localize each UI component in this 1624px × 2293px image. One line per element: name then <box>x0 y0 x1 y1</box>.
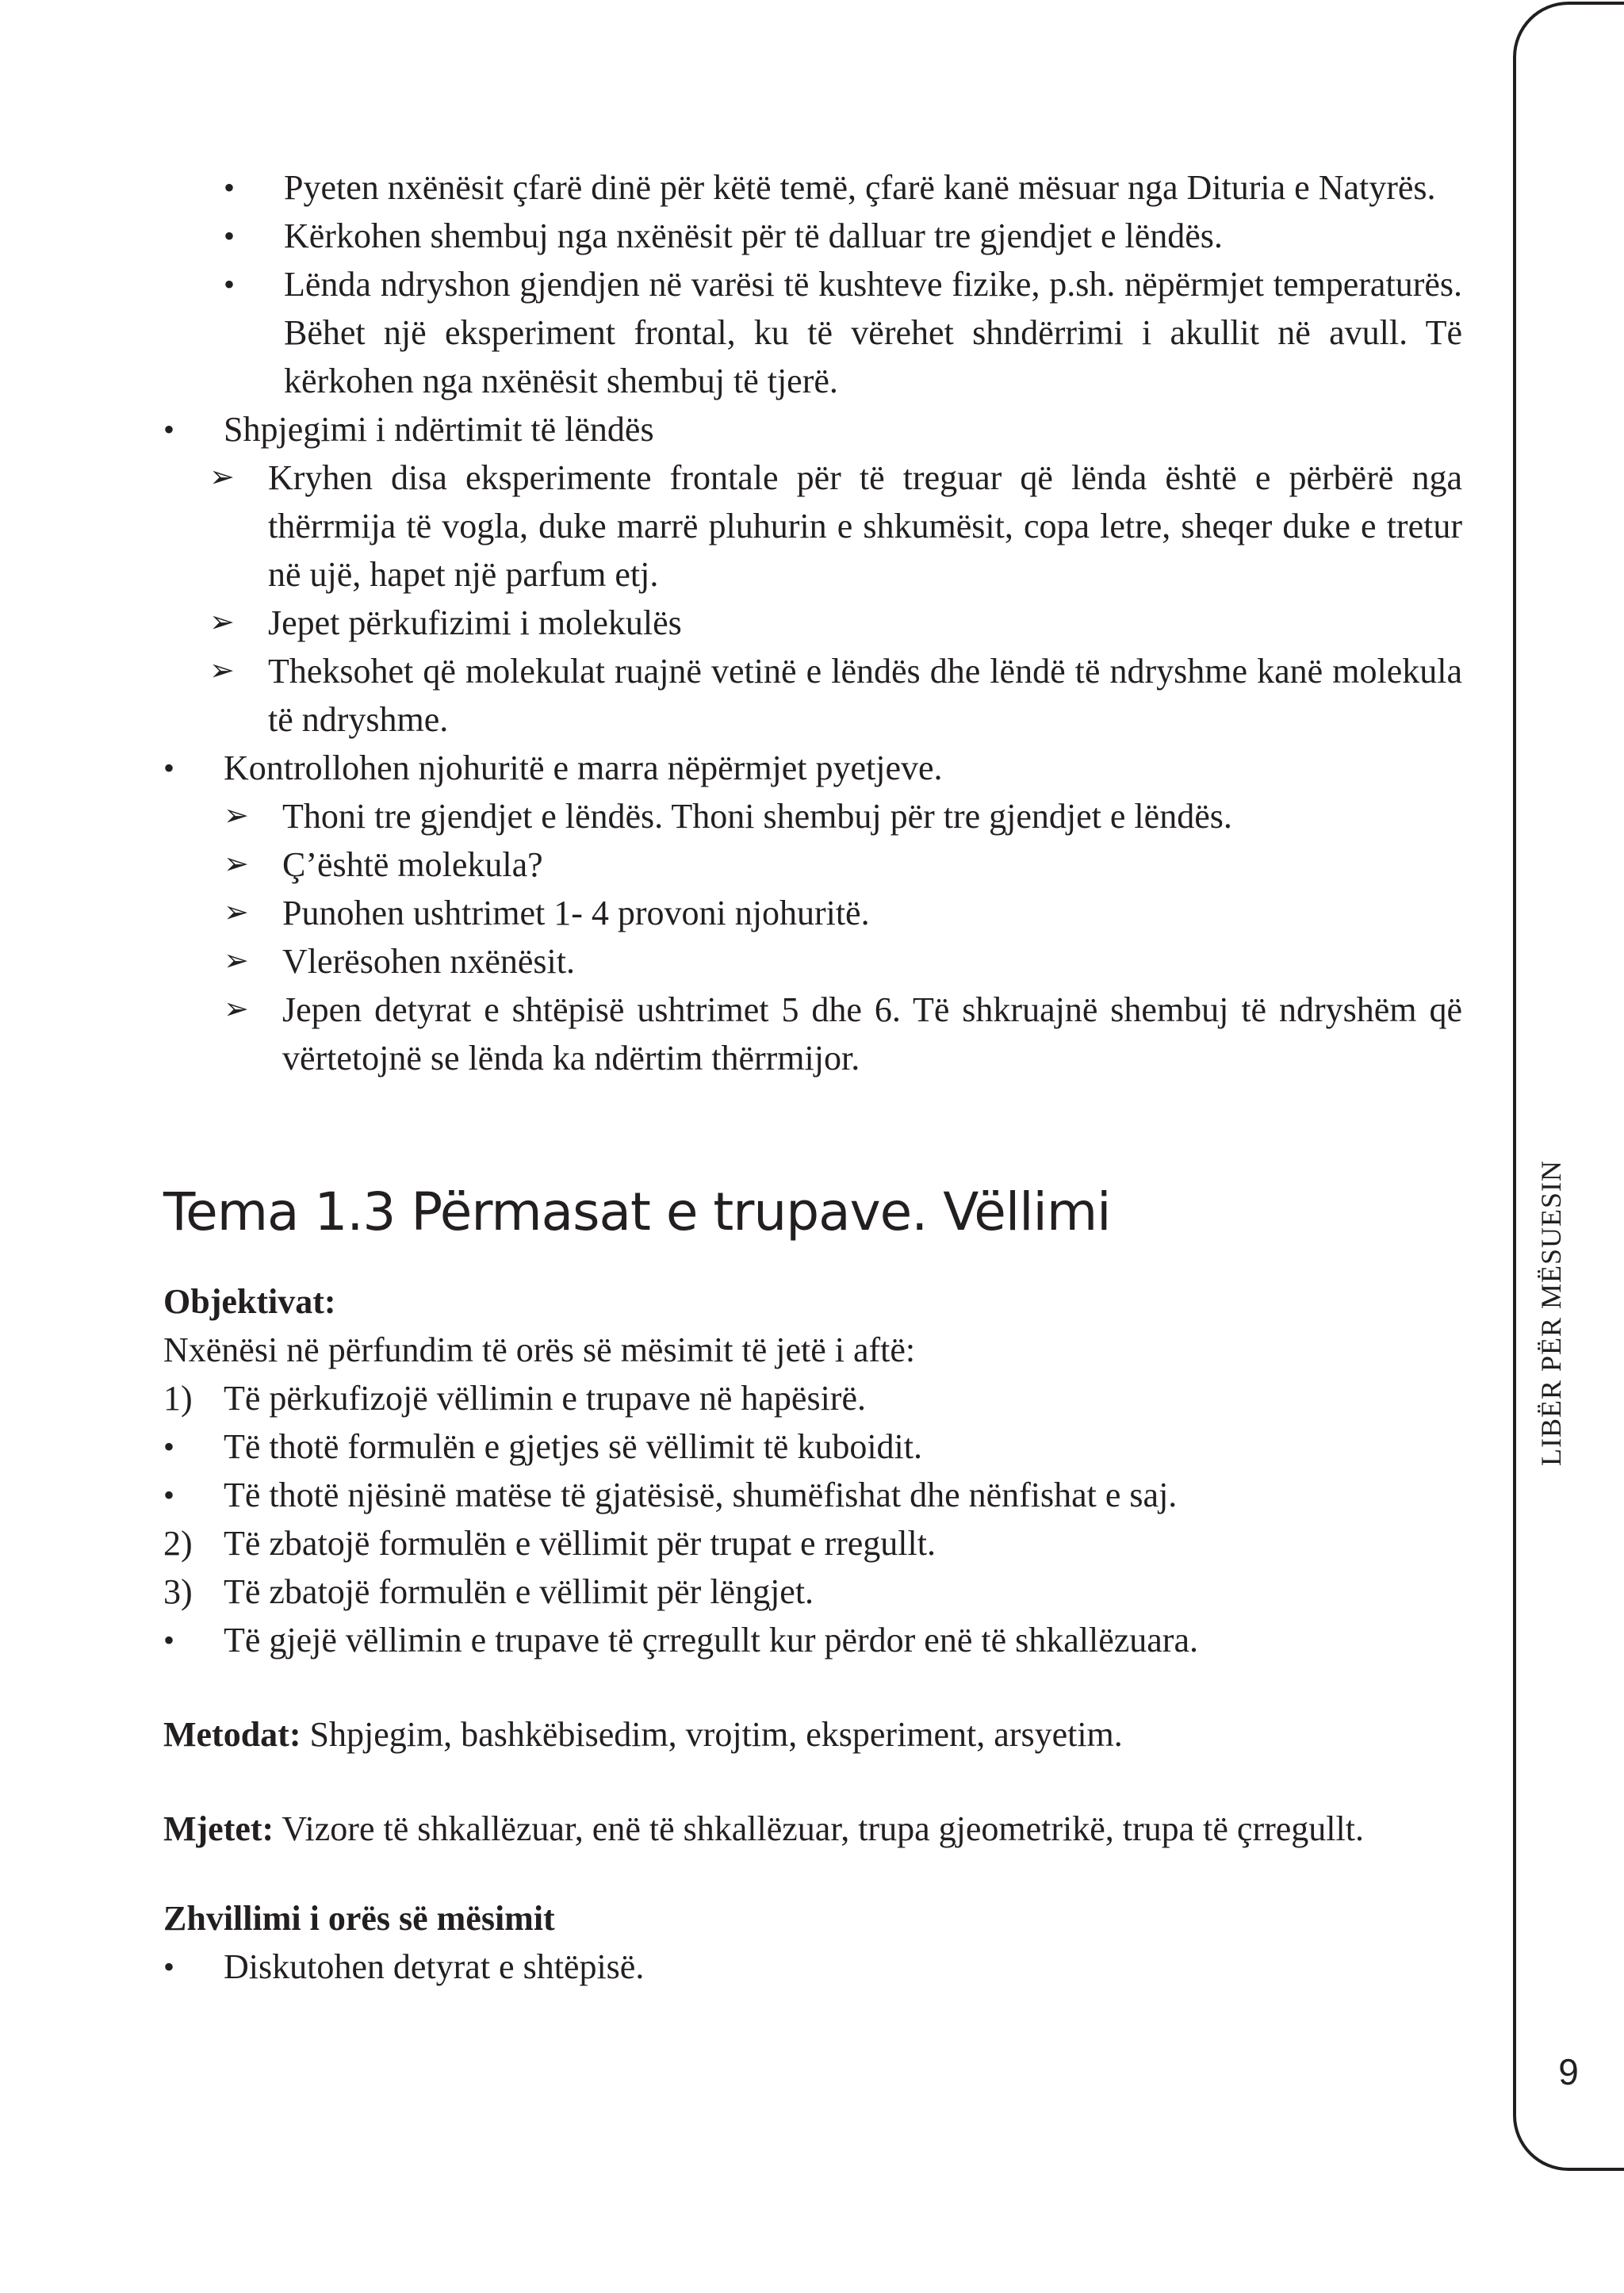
list-marker: ➢ <box>224 993 249 1026</box>
tools-line <box>163 1805 1462 1853</box>
list-item <box>163 405 1462 454</box>
methods-text: Shpjegim, bashkëbisedim, vrojtim, eksperiment, arsyetim. <box>301 1715 1123 1754</box>
list-item-text: Punohen ushtrimet 1- 4 provoni njohuritë. <box>282 894 870 932</box>
list-marker: • <box>224 218 236 254</box>
methods-label: Metodat: <box>163 1715 301 1754</box>
objectives-intro: Nxënësi në përfundim të orës së mësimit të jetë i aftë: <box>163 1330 916 1369</box>
list-item <box>163 212 1462 260</box>
list-item <box>163 744 1462 792</box>
methods-line <box>163 1710 1462 1759</box>
page-number: 9 <box>1558 2051 1579 2092</box>
list-marker: • <box>163 1622 175 1658</box>
list-item-text: Pyeten nxënësit çfarë dinë për këtë temë, çfarë kanë mësuar nga Dituria e Natyrës. <box>284 168 1436 207</box>
objective-item <box>163 1471 1462 1519</box>
objective-item <box>163 1374 1462 1422</box>
list-item-text: Lënda ndryshon gjendjen në varësi të kushteve fizike, p.sh. nëpërmjet temperaturës. Bëhet një eksperiment frontal, ku të vërehet shndërrimi i akullit në avull. Të kërkohen nga nxënësit shembuj të tjerë. <box>284 265 1462 400</box>
list-marker: 1) <box>163 1379 193 1418</box>
list-item-text: Kryhen disa eksperimente frontale për të treguar që lënda është e përbërë nga thërrmija të vogla, duke marrë pluhurin e shkumësit, copa letre, sheqer duke e tretur në ujë, hapet një parfum etj. <box>268 458 1462 594</box>
topic-title: Tema 1.3 Përmasat e trupave. Vëllimi <box>163 1181 1111 1242</box>
list-item-text: Ç’është molekula? <box>282 845 543 884</box>
list-marker: ➢ <box>224 896 249 929</box>
list-item-text: Jepen detyrat e shtëpisë ushtrimet 5 dhe 6. Të shkruajnë shembuj të ndryshëm që vërtetojnë se lënda ka ndërtim thërrmijor. <box>282 990 1462 1078</box>
list-item-text: Kërkohen shembuj nga nxënësit për të dalluar tre gjendjet e lëndës. <box>284 216 1223 255</box>
list-marker: 3) <box>163 1572 193 1611</box>
list-marker: ➢ <box>209 461 235 494</box>
list-marker: • <box>224 266 236 302</box>
list-item-text: Jepet përkufizimi i molekulës <box>268 603 682 642</box>
list-item-text: Shpjegimi i ndërtimit të lëndës <box>224 410 654 449</box>
list-marker: • <box>163 1477 175 1513</box>
page-content <box>163 163 1462 1991</box>
list-marker: ➢ <box>224 944 249 978</box>
objective-item <box>163 1568 1462 1616</box>
objective-item <box>163 1422 1462 1471</box>
list-item <box>163 163 1462 212</box>
list-item-text: Diskutohen detyrat e shtëpisë. <box>224 1947 645 1986</box>
tools-text: Vizore të shkallëzuar, enë të shkallëzuar, trupa gjeometrikë, trupa të çrregullt. <box>274 1809 1364 1848</box>
objectives-heading: Objektivat: <box>163 1282 336 1321</box>
objective-text: Të gjejë vëllimin e trupave të çrregullt kur përdor enë të shkallëzuara. <box>224 1621 1198 1659</box>
list-marker: ➢ <box>209 654 235 687</box>
objective-item <box>163 1616 1462 1664</box>
top-section <box>163 163 1462 1082</box>
list-marker: • <box>163 750 175 786</box>
list-item-text: Thoni tre gjendjet e lëndës. Thoni shembuj për tre gjendjet e lëndës. <box>282 797 1232 836</box>
list-item-text: Theksohet që molekulat ruajnë vetinë e lëndës dhe lëndë të ndryshme kanë molekula të ndryshme. <box>268 652 1462 739</box>
sidebar-tab <box>1513 2 1624 2171</box>
list-item-text: Kontrollohen njohuritë e marra nëpërmjet pyetjeve. <box>224 748 943 787</box>
objective-text: Të thotë njësinë matëse të gjatësisë, shumëfishat dhe nënfishat e saj. <box>224 1476 1178 1514</box>
list-item <box>163 986 1462 1082</box>
list-item <box>163 937 1462 986</box>
list-item <box>163 1943 1462 1991</box>
list-item <box>163 260 1462 405</box>
development-section <box>163 1894 1462 1991</box>
objective-item <box>163 1519 1462 1568</box>
list-marker: ➢ <box>209 606 235 639</box>
list-item <box>163 840 1462 889</box>
list-item <box>163 792 1462 840</box>
list-marker: 2) <box>163 1524 193 1563</box>
list-marker: ➢ <box>224 848 249 881</box>
development-heading: Zhvillimi i orës së mësimit <box>163 1899 555 1938</box>
objective-text: Të thotë formulën e gjetjes së vëllimit të kuboidit. <box>224 1427 923 1466</box>
objective-text: Të zbatojë formulën e vëllimit për trupat e rregullt. <box>224 1524 936 1563</box>
list-marker: • <box>163 412 175 447</box>
list-item <box>163 647 1462 744</box>
objective-text: Të përkufizojë vëllimin e trupave në hapësirë. <box>224 1379 866 1418</box>
objectives-section <box>163 1277 1462 1664</box>
list-item <box>163 599 1462 647</box>
list-marker: • <box>224 170 236 205</box>
list-marker: • <box>163 1429 175 1464</box>
list-item-text: Vlerësohen nxënësit. <box>282 942 575 981</box>
list-marker: • <box>163 1949 175 1985</box>
list-item <box>163 889 1462 937</box>
tools-label: Mjetet: <box>163 1809 274 1848</box>
objective-text: Të zbatojë formulën e vëllimit për lëngjet. <box>224 1572 814 1611</box>
list-marker: ➢ <box>224 799 249 833</box>
list-item <box>163 454 1462 599</box>
sidebar-label-text: LIBËR PËR MËSUESIN <box>1535 1159 1567 1467</box>
